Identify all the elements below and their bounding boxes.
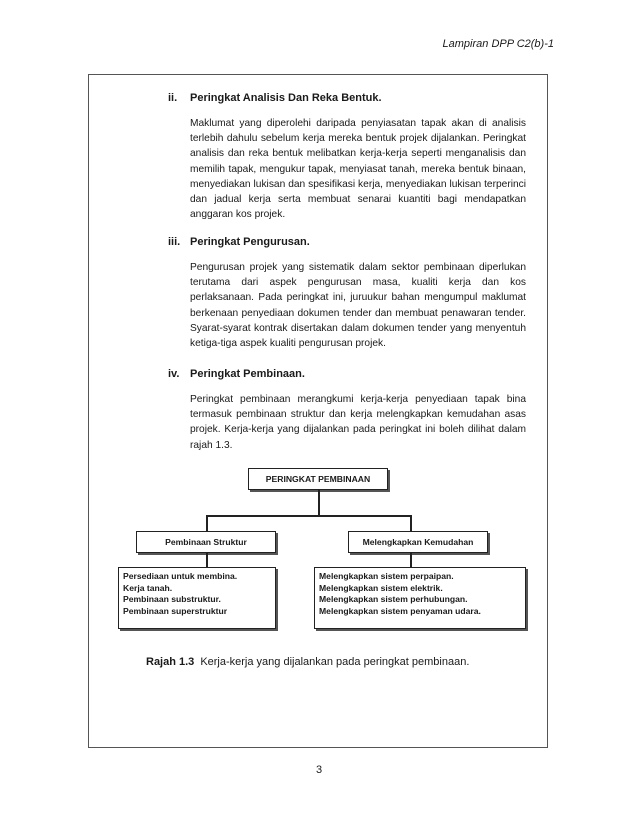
figure-label: Rajah 1.3 xyxy=(146,656,195,668)
diagram-detail-box xyxy=(118,567,276,629)
diagram-item: Persediaan untuk membina. xyxy=(123,571,238,581)
connector-line xyxy=(410,515,412,531)
page-number: 3 xyxy=(315,764,323,776)
diagram-item: Melengkapkan sistem penyaman udara. xyxy=(319,605,481,616)
diagram-item: Pembinaan substruktur. xyxy=(123,594,221,604)
section-analysis-design xyxy=(168,92,548,222)
section-title xyxy=(168,92,548,104)
section-title xyxy=(168,368,548,380)
section-body: Maklumat yang diperolehi daripada penyiasatan tapak akan di analisis terlebih dahulu sebelum kerja mereka bentuk projek dijalankan. Peringkat analisis dan reka bentuk melibatkan kerja-kerja seperti menganalisis dan memilih tapak, mengukur tapak, menyiasat tanah, mereka bentuk binaan, menyediakan lukisan dan spesifikasi kerja, menyediakan lukisan terperinci dan jadual kerja serta membuat senarai kuantiti bagi mendapatkan anggaran kos projek. xyxy=(190,118,526,221)
diagram-branch-label: Pembinaan Struktur xyxy=(165,537,247,547)
connector-line xyxy=(206,515,412,517)
diagram-branch-box xyxy=(348,531,488,553)
section-title-text: Peringkat Pembinaan. xyxy=(190,368,305,380)
figure-caption-text: Kerja-kerja yang dijalankan pada peringkat pembinaan. xyxy=(200,656,470,668)
document-reference: Lampiran DPP C2(b)-1 xyxy=(442,38,554,50)
section-number: iv. xyxy=(168,368,180,380)
section-body: Peringkat pembinaan merangkumi kerja-kerja penyediaan tapak bina termasuk pembinaan struktur dan kerja melengkapkan kemudahan asas projek. Kerja-kerja yang dijalankan pada peringkat ini boleh dilihat dalam rajah 1.3. xyxy=(190,394,526,451)
section-management xyxy=(168,236,548,351)
section-title-text: Peringkat Analisis Dan Reka Bentuk. xyxy=(190,92,382,104)
section-number: iii. xyxy=(168,236,181,248)
connector-line xyxy=(318,490,320,516)
diagram-branch-label: Melengkapkan Kemudahan xyxy=(362,537,474,547)
section-construction xyxy=(168,368,548,453)
construction-stage-diagram xyxy=(118,468,528,638)
diagram-root-box xyxy=(248,468,388,490)
diagram-branch-box xyxy=(136,531,276,553)
diagram-item: Pembinaan superstruktur xyxy=(123,605,228,616)
connector-line xyxy=(206,515,208,531)
section-title xyxy=(168,236,548,248)
section-body: Pengurusan projek yang sistematik dalam sektor pembinaan diperlukan terutama dari aspek pengurusan masa, kualiti kerja dan kos perlaksanaan. Pada peringkat ini, juruukur bahan mengumpul maklumat berkenaan penyediaan dokumen tender dan membuat penawaran tender. Syarat-syarat kontrak disertakan dalam dokumen tender yang menyentuh ketiga-tiga aspek kualiti pengurusan projek. xyxy=(190,262,526,350)
diagram-detail-box xyxy=(314,567,526,629)
diagram-item: Kerja tanah. xyxy=(123,582,173,593)
diagram-item: Melengkapkan sistem elektrik. xyxy=(319,582,443,593)
connector-line xyxy=(410,553,412,567)
diagram-item: Melengkapkan sistem perpaipan. xyxy=(319,571,454,581)
diagram-root-label: PERINGKAT PEMBINAAN xyxy=(265,474,371,484)
section-title-text: Peringkat Pengurusan. xyxy=(190,236,310,248)
section-number: ii. xyxy=(168,92,178,104)
diagram-item: Melengkapkan sistem perhubungan. xyxy=(319,594,468,604)
figure-caption xyxy=(146,656,469,668)
connector-line xyxy=(206,553,208,567)
